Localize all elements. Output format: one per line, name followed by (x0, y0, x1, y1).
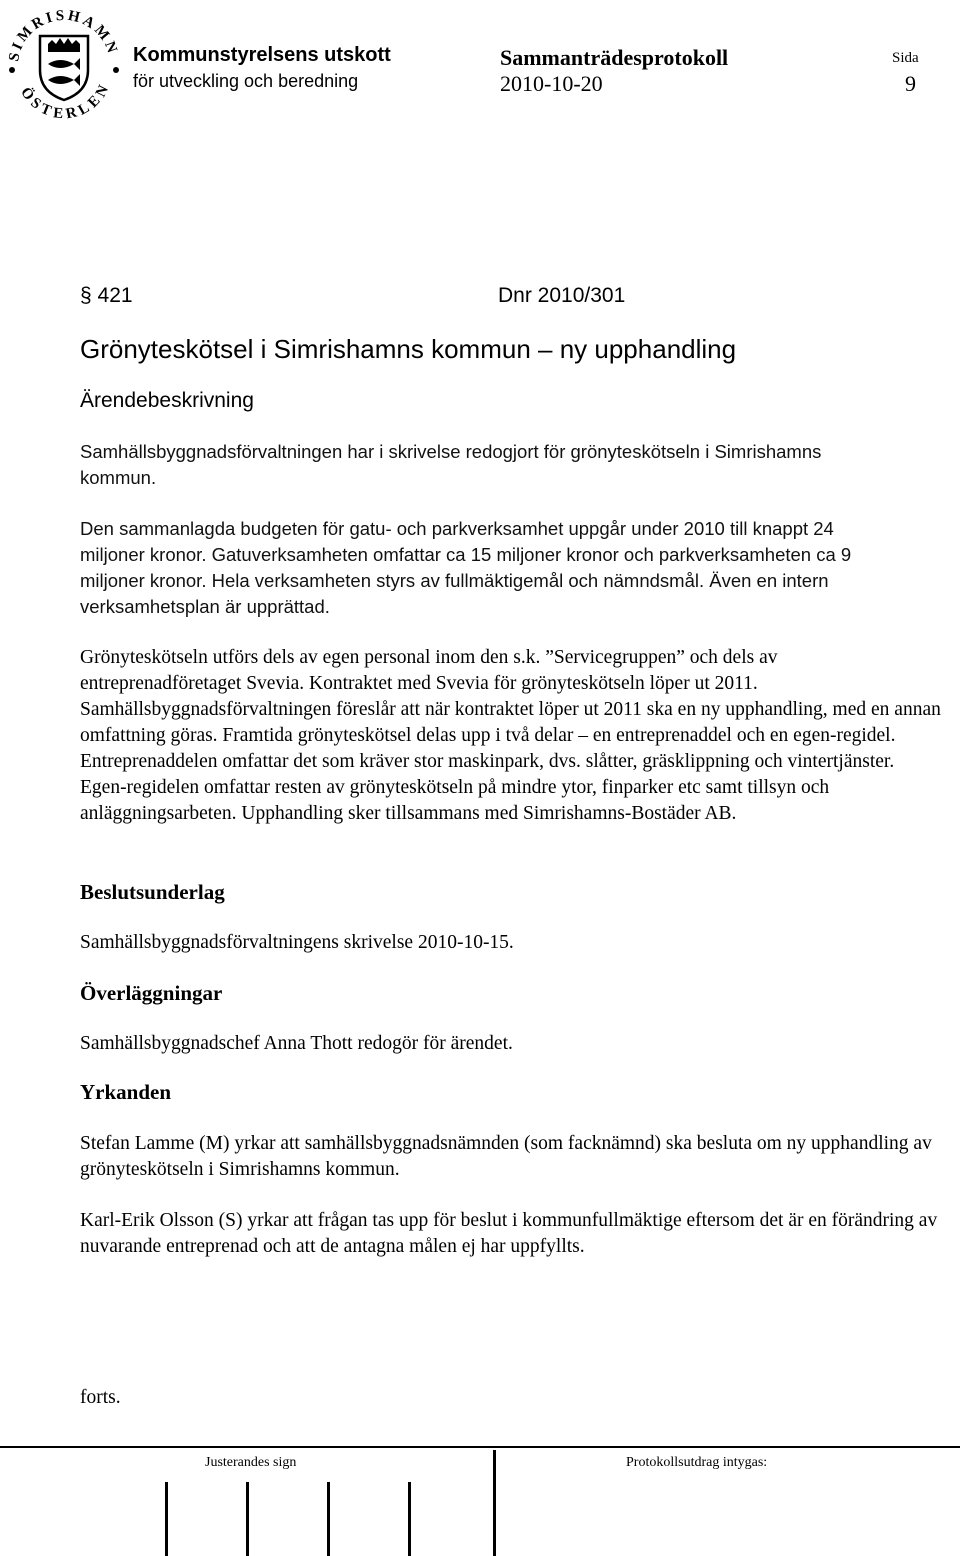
signature-box-divider (165, 1482, 168, 1556)
yrkanden-paragraph-2: Karl-Erik Olsson (S) yrkar att frågan tas upp för beslut i kommunfullmäktige eftersom det är en förändring av nuvarande entreprenad och att de antagna målen ej har uppfyllts. (80, 1210, 938, 1257)
footer-column-divider (493, 1450, 496, 1556)
page-number: 9 (905, 71, 916, 96)
arendebeskrivning-paragraph-3: Grönyteskötseln utförs dels av egen personal inom den s.k. ”Servicegruppen” och dels av entreprenadföretaget Svevia. Kontraktet med Svevia för grönyteskötseln löper ut 2011. Samhällsbyggnadsförvaltningen föreslår att när kontraktet löper ut 2011 ska en ny upphandling, med en annan omfattning göras. Framtida grönyteskötsel delas upp i två delar – en entreprenaddel och en egen-regidel. Entreprenaddelen omfattar det som kräver stor maskinpark, dvs. slåtter, gräsklippning och vintertjänster. Egen-regidelen omfattar resten av grönyteskötseln på mindre ytor, finparker etc samt tillsyn och anläggningsarbeten. Upphandling sker tillsammans med Simrishamns-Bostäder AB. (80, 647, 941, 824)
overlaggningar-text: Samhällsbyggnadschef Anna Thott redogör för ärendet. (80, 1033, 513, 1054)
svg-text:SIMRISHAMN: SIMRISHAMN (6, 7, 121, 63)
justerandes-sign-label: Justerandes sign (205, 1455, 297, 1470)
beslutsunderlag-heading: Beslutsunderlag (80, 880, 225, 904)
diary-number: Dnr 2010/301 (498, 284, 626, 307)
signature-box-divider (327, 1482, 330, 1556)
case-title: Grönyteskötsel i Simrishamns kommun – ny upphandling (80, 334, 737, 364)
continued-note: forts. (80, 1387, 121, 1408)
municipality-seal-logo (0, 0, 128, 128)
meeting-date: 2010-10-20 (500, 71, 603, 96)
arendebeskrivning-paragraph-2: Den sammanlagda budgeten för gatu- och parkverksamhet uppgår under 2010 till knappt 24 miljoner kronor. Gatuverksamheten omfattar ca 15 miljoner kronor och parkverksamheten ca 9 miljoner kronor. Hela verksamheten styrs av fullmäktigemål och nämndsmål. Även en intern verksamhetsplan är upprättad. (80, 518, 852, 617)
section-number: § 421 (80, 284, 133, 307)
beslutsunderlag-text: Samhällsbyggnadsförvaltningens skrivelse 2010-10-15. (80, 932, 514, 953)
svg-text:ÖSTERLEN: ÖSTERLEN (17, 79, 114, 123)
org-subtitle: för utveckling och beredning (133, 71, 359, 91)
signature-box-divider (246, 1482, 249, 1556)
signature-box-divider (408, 1482, 411, 1556)
yrkanden-paragraph-1: Stefan Lamme (M) yrkar att samhällsbyggnadsnämnden (som facknämnd) ska besluta om ny upphandling av grönyteskötseln i Simrishamns kommun. (80, 1133, 932, 1180)
org-title: Kommunstyrelsens utskott (133, 44, 391, 66)
arendebeskrivning-heading: Ärendebeskrivning (80, 389, 254, 412)
yrkanden-heading: Yrkanden (80, 1080, 172, 1104)
arendebeskrivning-paragraph-1: Samhällsbyggnadsförvaltningen har i skrivelse redogjort för grönyteskötseln i Simrishamns kommun. (80, 441, 822, 488)
page-label: Sida (892, 50, 919, 66)
footer-rule (0, 1446, 960, 1448)
overlaggningar-heading: Överläggningar (80, 981, 223, 1005)
protokollsutdrag-label: Protokollsutdrag intygas: (626, 1455, 768, 1470)
doc-type: Sammanträdesprotokoll (500, 45, 729, 70)
